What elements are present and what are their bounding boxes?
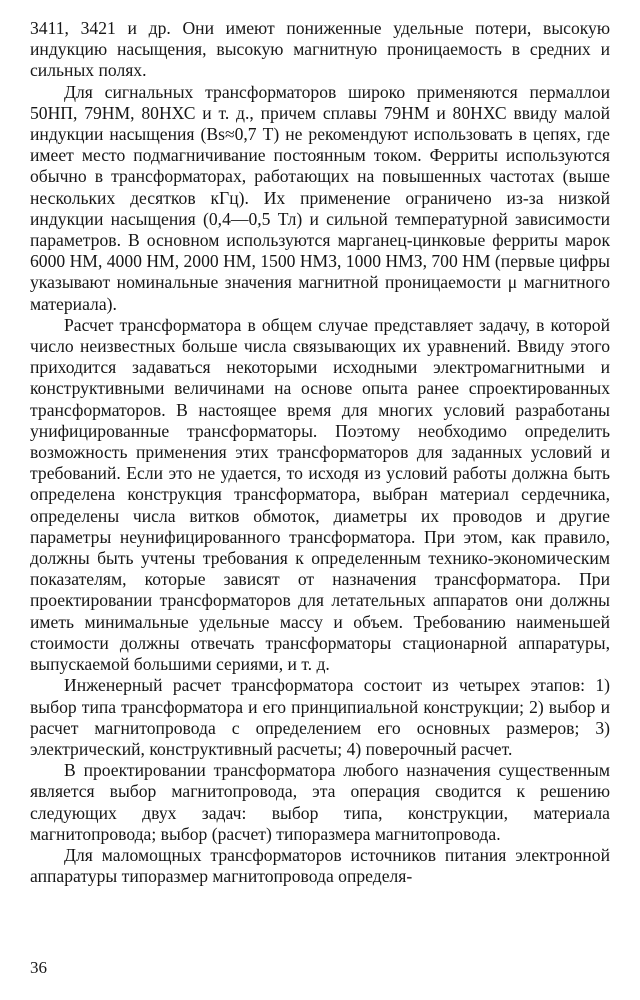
paragraph-continuation: 3411, 3421 и др. Они имеют пониженные удельные потери, высокую индукцию насыщения, высокую магнитную проницаемость в средних и сильных полях. <box>30 18 610 81</box>
paragraph-low-power-transformers: Для маломощных трансформаторов источников питания электронной аппаратуры типоразмер магнитопровода определя- <box>30 844 610 887</box>
paragraph-signal-transformers: Для сигнальных трансформаторов широко применяются пермаллои 50НП, 79НМ, 80НХС и т. д., причем сплавы 79НМ и 80НХС ввиду малой индукции насыщения (Bs≈0,7 Т) не рекомендуют использовать в цепях, где имеет место подмагничивание постоянным током. Ферриты используются обычно в трансформаторах, работающих на повышенных частотах (выше нескольких десятков кГц). Их применение ограничено из-за низкой индукции насыщения (0,4—0,5 Тл) и сильной температурной зависимости параметров. В основном используются марганец-цинковые ферриты марок 6000 НМ, 4000 НМ, 2000 НМ, 1500 НМЗ, 1000 НМЗ, 700 НМ (первые цифры указывают номинальные значения магнитной проницаемости μ магнитного материала). <box>30 81 610 314</box>
paragraph-transformer-calculation: Расчет трансформатора в общем случае представляет задачу, в которой число неизвестных больше числа связывающих их уравнений. Ввиду этого приходится задаваться некоторыми исходными электромагнитными и конструктивными величинами на основе опыта ранее спроектированных трансформаторов. В настоящее время для многих условий разработаны унифицированные трансформаторы. Поэтому необходимо определить возможность применения этих трансформаторов для заданных условий и требований. Если это не удается, то исходя из условий работы должна быть определена конструкция трансформатора, выбран материал сердечника, определены числа витков обмоток, диаметры их проводов и другие параметры неунифицированного трансформатора. При этом, как правило, должны быть учтены требования к определенным технико-экономическим показателям, которые зависят от назначения трансформатора. При проектировании трансформаторов для летательных аппаратов они должны иметь минимальные удельные массу и объем. Требованию наименьшей стоимости должны отвечать трансформаторы стационарной аппаратуры, выпускаемой большими сериями, и т. д. <box>30 314 610 675</box>
paragraph-engineering-stages: Инженерный расчет трансформатора состоит из четырех этапов: 1) выбор типа трансформатора и его принципиальной конструкции; 2) выбор и расчет магнитопровода с определением его основных размеров; 3) электрический, конструктивный расчеты; 4) поверочный расчет. <box>30 675 610 759</box>
page-body <box>30 18 610 887</box>
page-number: 36 <box>30 958 47 977</box>
paragraph-core-selection: В проектировании трансформатора любого назначения существенным является выбор магнитопровода, эта операция сводится к решению следующих двух задач: выбор типа, конструкции, материала магнитопровода; выбор (расчет) типоразмера магнитопровода. <box>30 760 610 844</box>
